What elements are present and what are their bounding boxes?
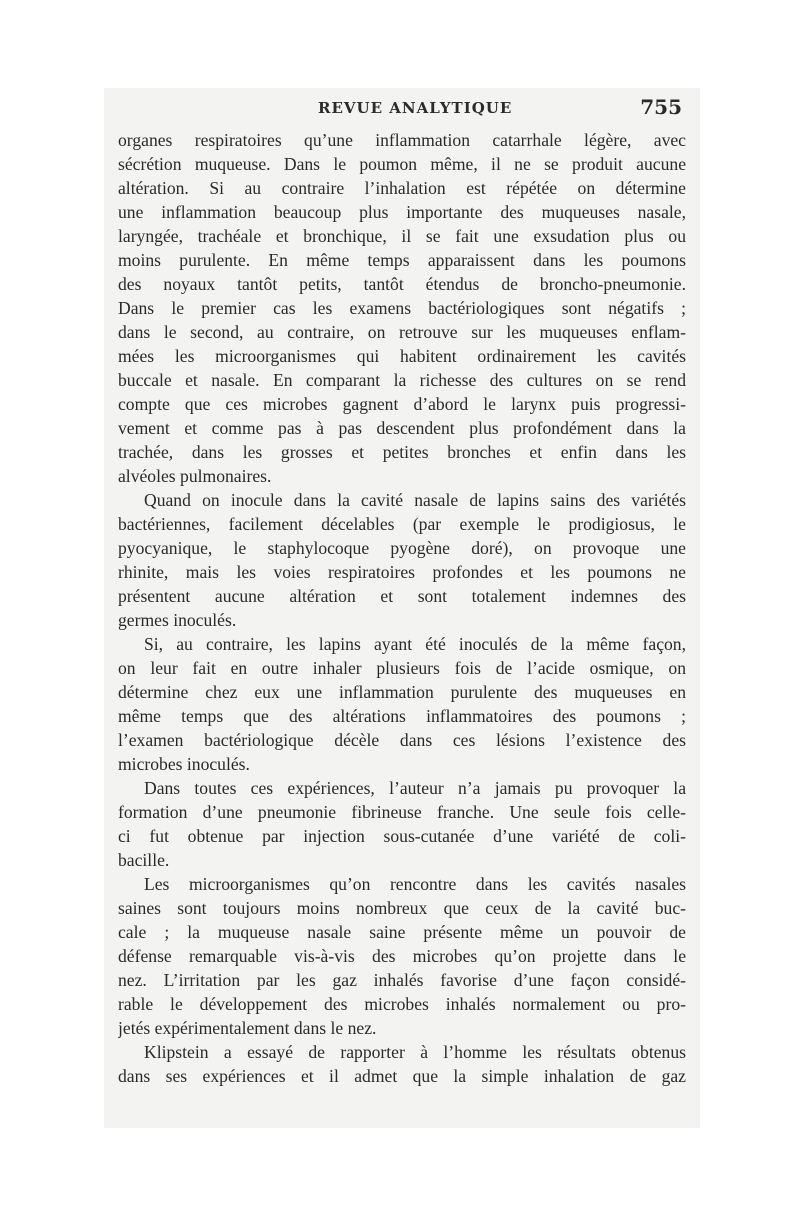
- running-title: REVUE ANALYTIQUE: [318, 99, 513, 117]
- text-line: bacille.: [118, 850, 170, 870]
- text-line: détermine chez eux une inflammation purulente des muqueuses en: [118, 682, 686, 702]
- text-line: bactériennes, facilement décelables (par exemple le prodigiosus, le: [118, 514, 686, 534]
- text-line: Dans le premier cas les examens bactériologiques sont négatifs ;: [118, 298, 686, 318]
- text-line: une inflammation beaucoup plus importante des muqueuses nasale,: [118, 202, 686, 222]
- text-line: Si, au contraire, les lapins ayant été inoculés de la même façon,: [144, 634, 686, 654]
- text-line: on leur fait en outre inhaler plusieurs fois de l’acide osmique, on: [118, 658, 686, 678]
- text-line: dans le second, au contraire, on retrouve sur les muqueuses enflam-: [118, 322, 686, 342]
- paragraph: [118, 776, 686, 872]
- text-line: saines sont toujours moins nombreux que ceux de la cavité buc-: [118, 898, 686, 918]
- paragraph: [118, 128, 686, 488]
- text-line: Quand on inocule dans la cavité nasale de lapins sains des variétés: [144, 490, 686, 510]
- text-line: des noyaux tantôt petits, tantôt étendus de broncho-pneumonie.: [118, 274, 686, 294]
- text-line: vement et comme pas à pas descendent plus profondément dans la: [118, 418, 686, 438]
- text-line: trachée, dans les grosses et petites bronches et enfin dans les: [118, 442, 686, 462]
- text-line: formation d’une pneumonie fibrineuse franche. Une seule fois celle-: [118, 802, 686, 822]
- text-line: mées les microorganismes qui habitent ordinairement les cavités: [118, 346, 686, 366]
- text-line: compte que ces microbes gagnent d’abord le larynx puis progressi-: [118, 394, 686, 414]
- text-line: rable le développement des microbes inhalés normalement ou pro-: [118, 994, 686, 1014]
- body-text: [118, 128, 686, 1088]
- text-line: l’examen bactériologique décèle dans ces lésions l’existence des: [118, 730, 686, 750]
- text-line: microbes inoculés.: [118, 754, 250, 774]
- text-line: Klipstein a essayé de rapporter à l’homme les résultats obtenus: [144, 1042, 686, 1062]
- text-line: buccale et nasale. En comparant la richesse des cultures on se rend: [118, 370, 686, 390]
- page-header: [118, 95, 686, 125]
- text-line: même temps que des altérations inflammatoires des poumons ;: [118, 706, 686, 726]
- text-line: moins purulente. En même temps apparaissent dans les poumons: [118, 250, 686, 270]
- paragraph: [118, 872, 686, 1040]
- text-line: altération. Si au contraire l’inhalation est répétée on détermine: [118, 178, 686, 198]
- page-number: 755: [640, 95, 682, 119]
- text-line: Dans toutes ces expériences, l’auteur n’a jamais pu provoquer la: [144, 778, 686, 798]
- text-line: dans ses expériences et il admet que la simple inhalation de gaz: [118, 1066, 686, 1086]
- text-line: défense remarquable vis-à-vis des microbes qu’on projette dans le: [118, 946, 686, 966]
- text-line: alvéoles pulmonaires.: [118, 466, 272, 486]
- text-line: germes inoculés.: [118, 610, 237, 630]
- text-line: pyocyanique, le staphylocoque pyogène doré), on provoque une: [118, 538, 686, 558]
- paragraph: [118, 488, 686, 632]
- text-line: Les microorganismes qu’on rencontre dans les cavités nasales: [144, 874, 686, 894]
- paragraph: [118, 1040, 686, 1088]
- text-line: ci fut obtenue par injection sous-cutanée d’une variété de coli-: [118, 826, 686, 846]
- text-line: rhinite, mais les voies respiratoires profondes et les poumons ne: [118, 562, 686, 582]
- text-line: cale ; la muqueuse nasale saine présente même un pouvoir de: [118, 922, 686, 942]
- text-line: organes respiratoires qu’une inflammation catarrhale légère, avec: [118, 130, 686, 150]
- text-line: jetés expérimentalement dans le nez.: [118, 1018, 377, 1038]
- text-line: laryngée, trachéale et bronchique, il se fait une exsudation plus ou: [118, 226, 686, 246]
- text-line: sécrétion muqueuse. Dans le poumon même, il ne se produit aucune: [118, 154, 686, 174]
- text-line: nez. L’irritation par les gaz inhalés favorise d’une façon considé-: [118, 970, 686, 990]
- text-line: présentent aucune altération et sont totalement indemnes des: [118, 586, 686, 606]
- paragraph: [118, 632, 686, 776]
